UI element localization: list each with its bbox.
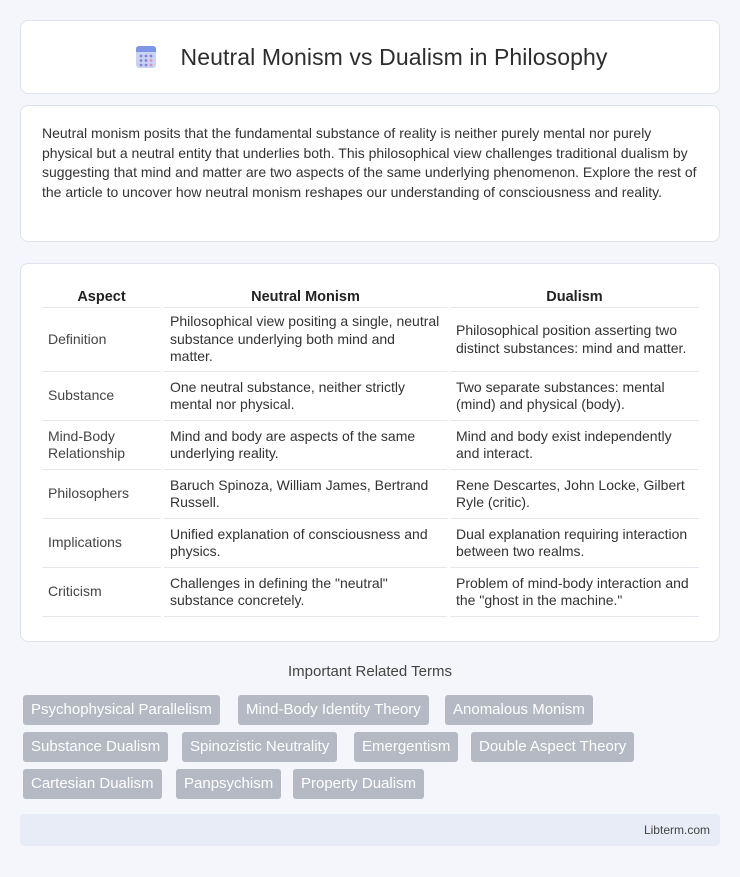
dualism-cell: Rene Descartes, John Locke, Gilbert Ryle (critic).	[450, 470, 699, 519]
aspect-cell: Substance	[42, 372, 161, 421]
dualism-cell: Philosophical position asserting two distinct substances: mind and matter.	[450, 308, 699, 372]
aspect-cell: Definition	[42, 308, 161, 372]
footer-brand-link[interactable]: Libterm.com	[643, 823, 710, 837]
column-header-dualism: Dualism	[450, 284, 699, 308]
related-term-tag[interactable]: Double Aspect Theory	[471, 732, 634, 762]
neutral-monism-cell: Mind and body are aspects of the same underlying reality.	[164, 421, 447, 470]
neutral-monism-cell: Philosophical view positing a single, neutral substance underlying both mind and matter.	[164, 308, 447, 372]
table-row	[42, 421, 699, 470]
table-row	[42, 470, 699, 519]
table-row	[42, 308, 699, 372]
column-header-neutral-monism: Neutral Monism	[164, 284, 447, 308]
aspect-cell: Criticism	[42, 568, 161, 617]
dualism-cell: Mind and body exist independently and interact.	[450, 421, 699, 470]
dualism-cell: Problem of mind-body interaction and the "ghost in the machine."	[450, 568, 699, 617]
related-term-tag[interactable]: Emergentism	[354, 732, 458, 762]
comparison-table-card	[20, 263, 720, 642]
intro-card	[20, 105, 720, 242]
aspect-cell: Implications	[42, 519, 161, 568]
related-terms-heading: Important Related Terms	[288, 663, 452, 680]
neutral-monism-cell: One neutral substance, neither strictly mental nor physical.	[164, 372, 447, 421]
footer	[20, 814, 720, 846]
intro-paragraph: Neutral monism posits that the fundamental substance of reality is neither purely mental nor purely physical but a neutral entity that underlies both. This philosophical view challenges traditional dualism by suggesting that mind and matter are two aspects of the same underlying phenomenon. Explore the rest of the article to uncover how neutral monism reshapes our understanding of consciousness and reality.	[42, 125, 697, 200]
calculator-grid-icon	[133, 44, 159, 70]
header-card	[20, 20, 720, 94]
related-term-tag[interactable]: Spinozistic Neutrality	[182, 732, 337, 762]
table-row	[42, 372, 699, 421]
related-term-tag[interactable]: Panpsychism	[176, 769, 281, 799]
dualism-cell: Two separate substances: mental (mind) and physical (body).	[450, 372, 699, 421]
comparison-table	[39, 284, 702, 617]
dualism-cell: Dual explanation requiring interaction between two realms.	[450, 519, 699, 568]
neutral-monism-cell: Challenges in defining the "neutral" substance concretely.	[164, 568, 447, 617]
aspect-cell: Philosophers	[42, 470, 161, 519]
table-row	[42, 519, 699, 568]
related-term-tag[interactable]: Psychophysical Parallelism	[23, 695, 220, 725]
neutral-monism-cell: Unified explanation of consciousness and physics.	[164, 519, 447, 568]
related-term-tag[interactable]: Substance Dualism	[23, 732, 168, 762]
column-header-aspect: Aspect	[42, 284, 161, 308]
table-header-row	[42, 284, 699, 308]
neutral-monism-cell: Baruch Spinoza, William James, Bertrand Russell.	[164, 470, 447, 519]
related-term-tag[interactable]: Cartesian Dualism	[23, 769, 162, 799]
table-row	[42, 568, 699, 617]
page-title: Neutral Monism vs Dualism in Philosophy	[180, 43, 608, 70]
related-term-tag[interactable]: Anomalous Monism	[445, 695, 593, 725]
related-term-tag[interactable]: Mind-Body Identity Theory	[238, 695, 429, 725]
related-term-tag[interactable]: Property Dualism	[293, 769, 424, 799]
aspect-cell: Mind-Body Relationship	[42, 421, 161, 470]
